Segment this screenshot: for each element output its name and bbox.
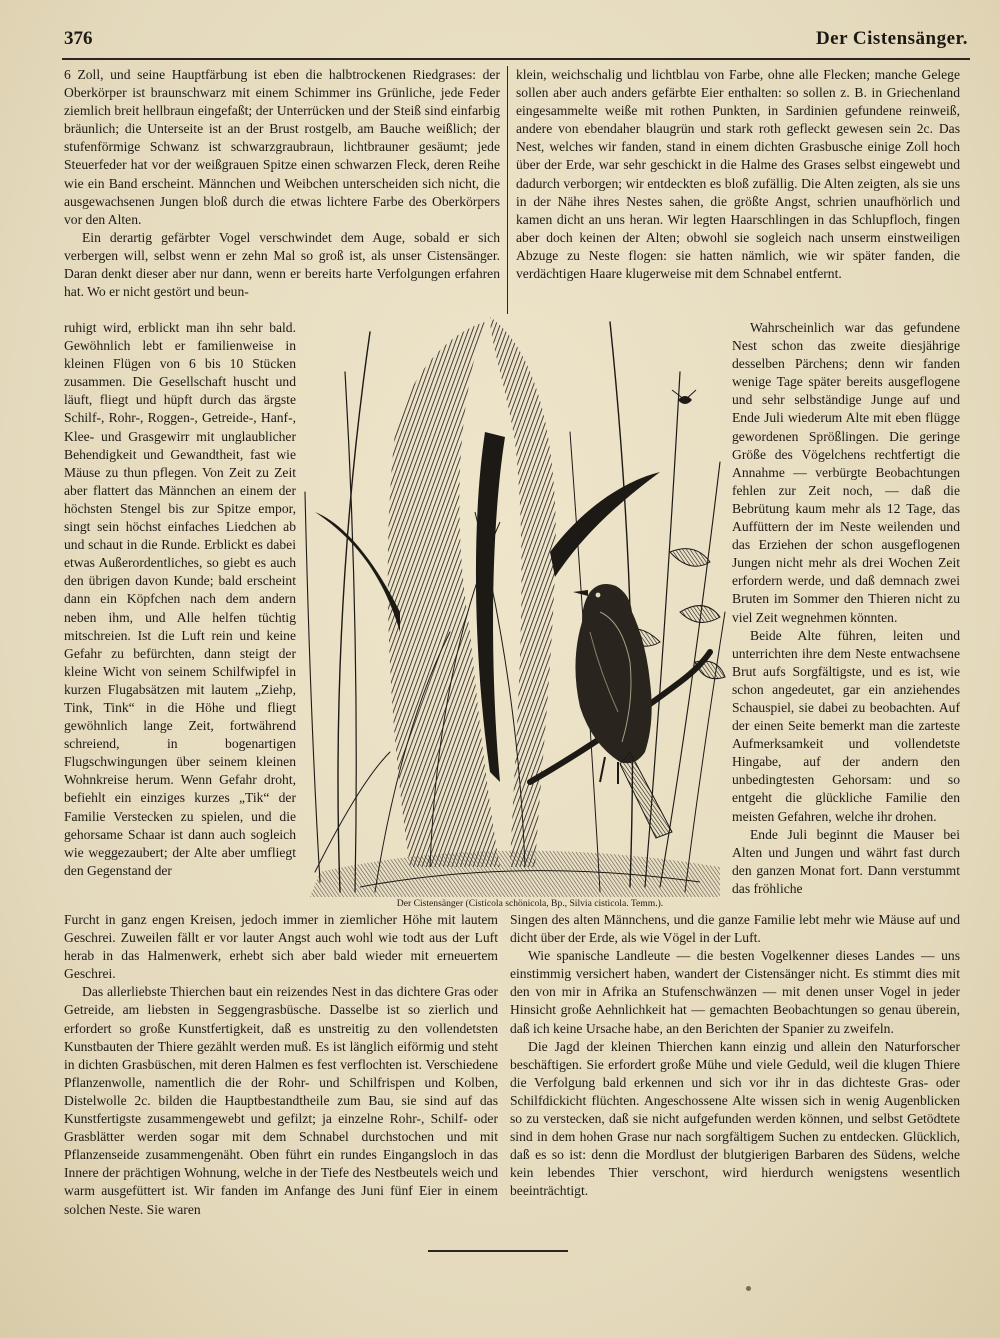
end-rule: [428, 1250, 568, 1252]
figure-caption: Der Cistensänger (Cisticola schönicola, Bp., Silvia cisticola. Temm.).: [396, 898, 664, 909]
flying-insect: [672, 390, 696, 404]
right-column-top: [516, 66, 960, 283]
bird-in-reeds-illustration: [300, 312, 728, 897]
paragraph: klein, weichschalig und lichtblau von Farbe, ohne alle Flecken; manche Gelege sollen aber auch anders gefärbte Eier enthalten: so sollen z. B. in Griechenland eingesammelte weiße mit rothen Punkten, in Sardinien gefundene reinweiß, andere von ebendaher blaugrün und stark roth gefleckt gewesen sein 2c. Das Nest, welches wir fanden, stand in einem dichten Grasbusche einige Zoll hoch über der Erde, war sehr geschickt in die Halme des Grases selbst eingewebt und dadurch verborgen; wir entdeckten es bloß zufällig. Die Alten zeigten, als sie uns in der Nähe ihres Nestes sahen, die größte Angst, schrien unaufhörlich und kamen dicht an uns heran. Wir legten Haarschlingen in das Schlupfloch, fingen aber doch keinen der Alten; obwohl sie sogleich nach unserm einstweiligen Abzuge zu Neste flogen: sie hatten nämlich, wie wir später fanden, die verdächtigen Haare klugerweise mit dem Schnabel entfernt.: [516, 67, 960, 282]
paragraph: Wie spanische Landleute — die besten Vogelkenner dieses Landes — uns einstimmig versichert haben, wandert der Cistensänger nicht. Es stimmt dies mit den von mir in Afrika an Stufenschwänzen — mit denen unser Vogel in jeder Hinsicht große Aehnlichkeit hat — gemachten Beobachtungen so genau überein, daß ich keine Ursache habe, an den Berichten der Spanier zu zweifeln.: [510, 948, 960, 1036]
right-column-bottom: [510, 911, 960, 1201]
cisticola-bird: [573, 584, 672, 838]
paragraph: Singen des alten Männchens, und die ganze Familie lebt mehr wie Mäuse auf und dicht über der Erde, als wie Vögel in der Luft.: [510, 912, 960, 946]
page-header: [64, 28, 968, 62]
paragraph: ruhigt wird, erblickt man ihn sehr bald. Gewöhnlich lebt er familienweise in kleinen Flügen von 6 bis 10 Stücken zusammen. Die Gesellschaft huscht und läuft, fliegt und hüpft durch das ärgste Schilf-, Rohr-, Roggen-, Getreide-, Hanf-, Klee- und Grasgewirr mit unglaublicher Behendigkeit und Gewandtheit, fast wie Mäuse zu thun pflegen. Von Zeit zu Zeit aber flattert das Männchen an einem der höchsten Stengel bis zur Spitze empor, singt sein höchst einfaches Liedchen ab und schaut in die Runde. Erblickt es dabei etwas Außerordentliches, so giebt es auch den übrigen davon Kunde; bald erscheint dann ein Köpfchen nach dem andern neben ihm, und Alle helfen tüchtig mitschreien. Ist die Luft rein und keine Gefahr zu befürchten, dann steigt der kleine Wicht von seinem Schilfwipfel in kurzen Flugabsätzen mit lautem „Ziehp, Tink, Tink“ in die Höhe und fliegt gewöhnlich lange Zeit, fortwährend schreiend, in bogenartigen Flugschwingungen über seinem kleinen Wohnkreise herum. Wenn Gefahr droht, befiehlt ein einziges kurzes „Tik“ der Familie Verstecken zu spielen, und die gehorsame Schaar ist dann auch sogleich wie weggezaubert; der Alte aber umfliegt den Gegenstand der: [64, 320, 296, 878]
left-column-bottom: [64, 911, 498, 1219]
paper-speck: [746, 1286, 751, 1291]
paragraph: 6 Zoll, und seine Hauptfärbung ist eben die halbtrockenen Riedgrases: der Oberkörper ist braunschwarz mit einem Schimmer ins Grünliche, jede Feder ziemlich breit hellbraun eingefaßt; der Unterrücken und der Steiß sind einfarbig bräunlich; die Unterseite ist an der Brust rostgelb, am Bauche weißlich; der stufenförmige Schwanz ist schwarzgraubraun, lichtbrauner gesäumt; jede Steuerfeder hat vor der weißgrauen Spitze einen schwarzen Fleck, deren Reihe wie ein Band erscheint. Männchen und Weibchen unterscheiden sich nicht, die ausgewachsenen Jungen bloß durch die etwas lichtere Farbe des Oberkörpers vor den Alten.: [64, 67, 500, 227]
page-number: 376: [64, 28, 93, 49]
left-column-top: [64, 66, 500, 301]
illustration-figure: [300, 312, 728, 897]
header-rule: [62, 58, 970, 60]
paragraph: Furcht in ganz engen Kreisen, jedoch immer in ziemlicher Höhe mit lautem Geschrei. Zuweilen fällt er vor lauter Angst auch wohl wie todt aus der Luft herab in das Halmenwerk, erhebt sich aber bald wieder mit erneuertem Geschrei.: [64, 912, 498, 982]
column-divider: [507, 66, 508, 314]
paragraph: Beide Alte führen, leiten und unterrichten ihre dem Neste entwachsene Brut aufs Sorgfältigste, und es ist, wie schon angedeutet, gar ein anziehendes Schauspiel, sie dabei zu beobachten. Auf der einen Seite bemerkt man die zarteste Aufmerksamkeit und vollendetste Hingabe, auf der andern den unbedingtesten Gehorsam: und so entgeht die glückliche Familie den meisten Gefahren, welche ihr drohen.: [732, 627, 960, 824]
paragraph: Ende Juli beginnt die Mauser bei Alten und Jungen und währt fast durch den ganzen Monat fort. Dann verstummt das fröhliche: [732, 826, 960, 896]
paragraph: Das allerliebste Thierchen baut ein reizendes Nest in das dichtere Gras oder Getreide, am liebsten in Seggengrasbüsche. Dasselbe ist so zierlich und erfordert so große Kunstfertigkeit, daß es unstreitig zu den vollendetsten Kunstbauten der Thiere gezählt werden muß. Es ist länglich eiförmig und steht in dichten Grasbüschen, mit deren Halmen es fest verflochten ist. Verschiedene Pflanzenwolle, namentlich die der Rohr- und Schilfrispen und Kolben, Distelwolle 2c. bilden die Hauptbestandtheile zum Bau, sie sind auf das Kunstfertigste zusammengewebt und gefilzt; ja einzelne Rohr-, Schilf- oder Grasblätter werden sogar mit dem Schnabel durchstochen und mit Pflanzenseide zusammengenäht. Oben führt ein rundes Eingangsloch in das Innere der prächtigen Wohnung, welche in der Tiefe des Nestbeutels weich und warm ausgefüttert ist. Wir fanden im Anfange des Juni fünf Eier in einem solchen Neste. Sie waren: [64, 984, 498, 1217]
right-column-narrow: [732, 319, 960, 898]
running-title: Der Cistensänger.: [815, 28, 968, 49]
paragraph: Ein derartig gefärbter Vogel verschwindet dem Auge, sobald er sich verbergen will, selbst wenn er zehn Mal so groß ist, als unser Cistensänger. Daran denkt dieser aber nur dann, wenn er bereits harte Verfolgungen erfahren hat. Wo er nicht gestört und beun-: [64, 229, 500, 300]
left-column-narrow: [64, 319, 296, 880]
paragraph: Wahrscheinlich war das gefundene Nest schon das zweite diesjährige desselben Pärchens; denn wir fanden wenige Tage später bereits ausgeflogene und sehr selbständige Junge auf und Ende Juli wiederum Alte mit eben flügge gewordenen Sprößlingen. Die geringe Größe des Vögelchens rechtfertigt die Annahme — verbürgte Beobachtungen fehlen zur Zeit noch, — daß die Bebrütung kaum mehr als 12 Tage, das Auffüttern der im Neste weilenden und das Erziehen der schon ausgeflogenen Jungen nicht mehr als drei Wochen Zeit erfordern werde, und daß demnach zwei Bruten im Sommer den Thieren nicht zu viel Zeit wegnehmen könnten.: [732, 320, 960, 625]
paragraph: Die Jagd der kleinen Thierchen kann einzig und allein den Naturforscher beschäftigen. Sie erfordert große Mühe und viele Geduld, weil die klugen Thiere die Verfolgung bald erkennen und sich vor ihr in das dichteste Gras- oder Schilfdickicht flüchten. Angeschossene Alte wissen sich in wenig Augenblicken so zu verstecken, daß sie nicht aufgefunden werden können, und selbst Getödtete sind in dem hohen Grase nur nach sorgfältigem Suchen zu entdecken. Glücklich, daß es so ist: denn die Mordlust der blutgierigen Barbaren des Südens, welche kein lebendes Thier verschont, wird hierdurch wenigstens wesentlich beeinträchtigt.: [510, 1038, 960, 1199]
